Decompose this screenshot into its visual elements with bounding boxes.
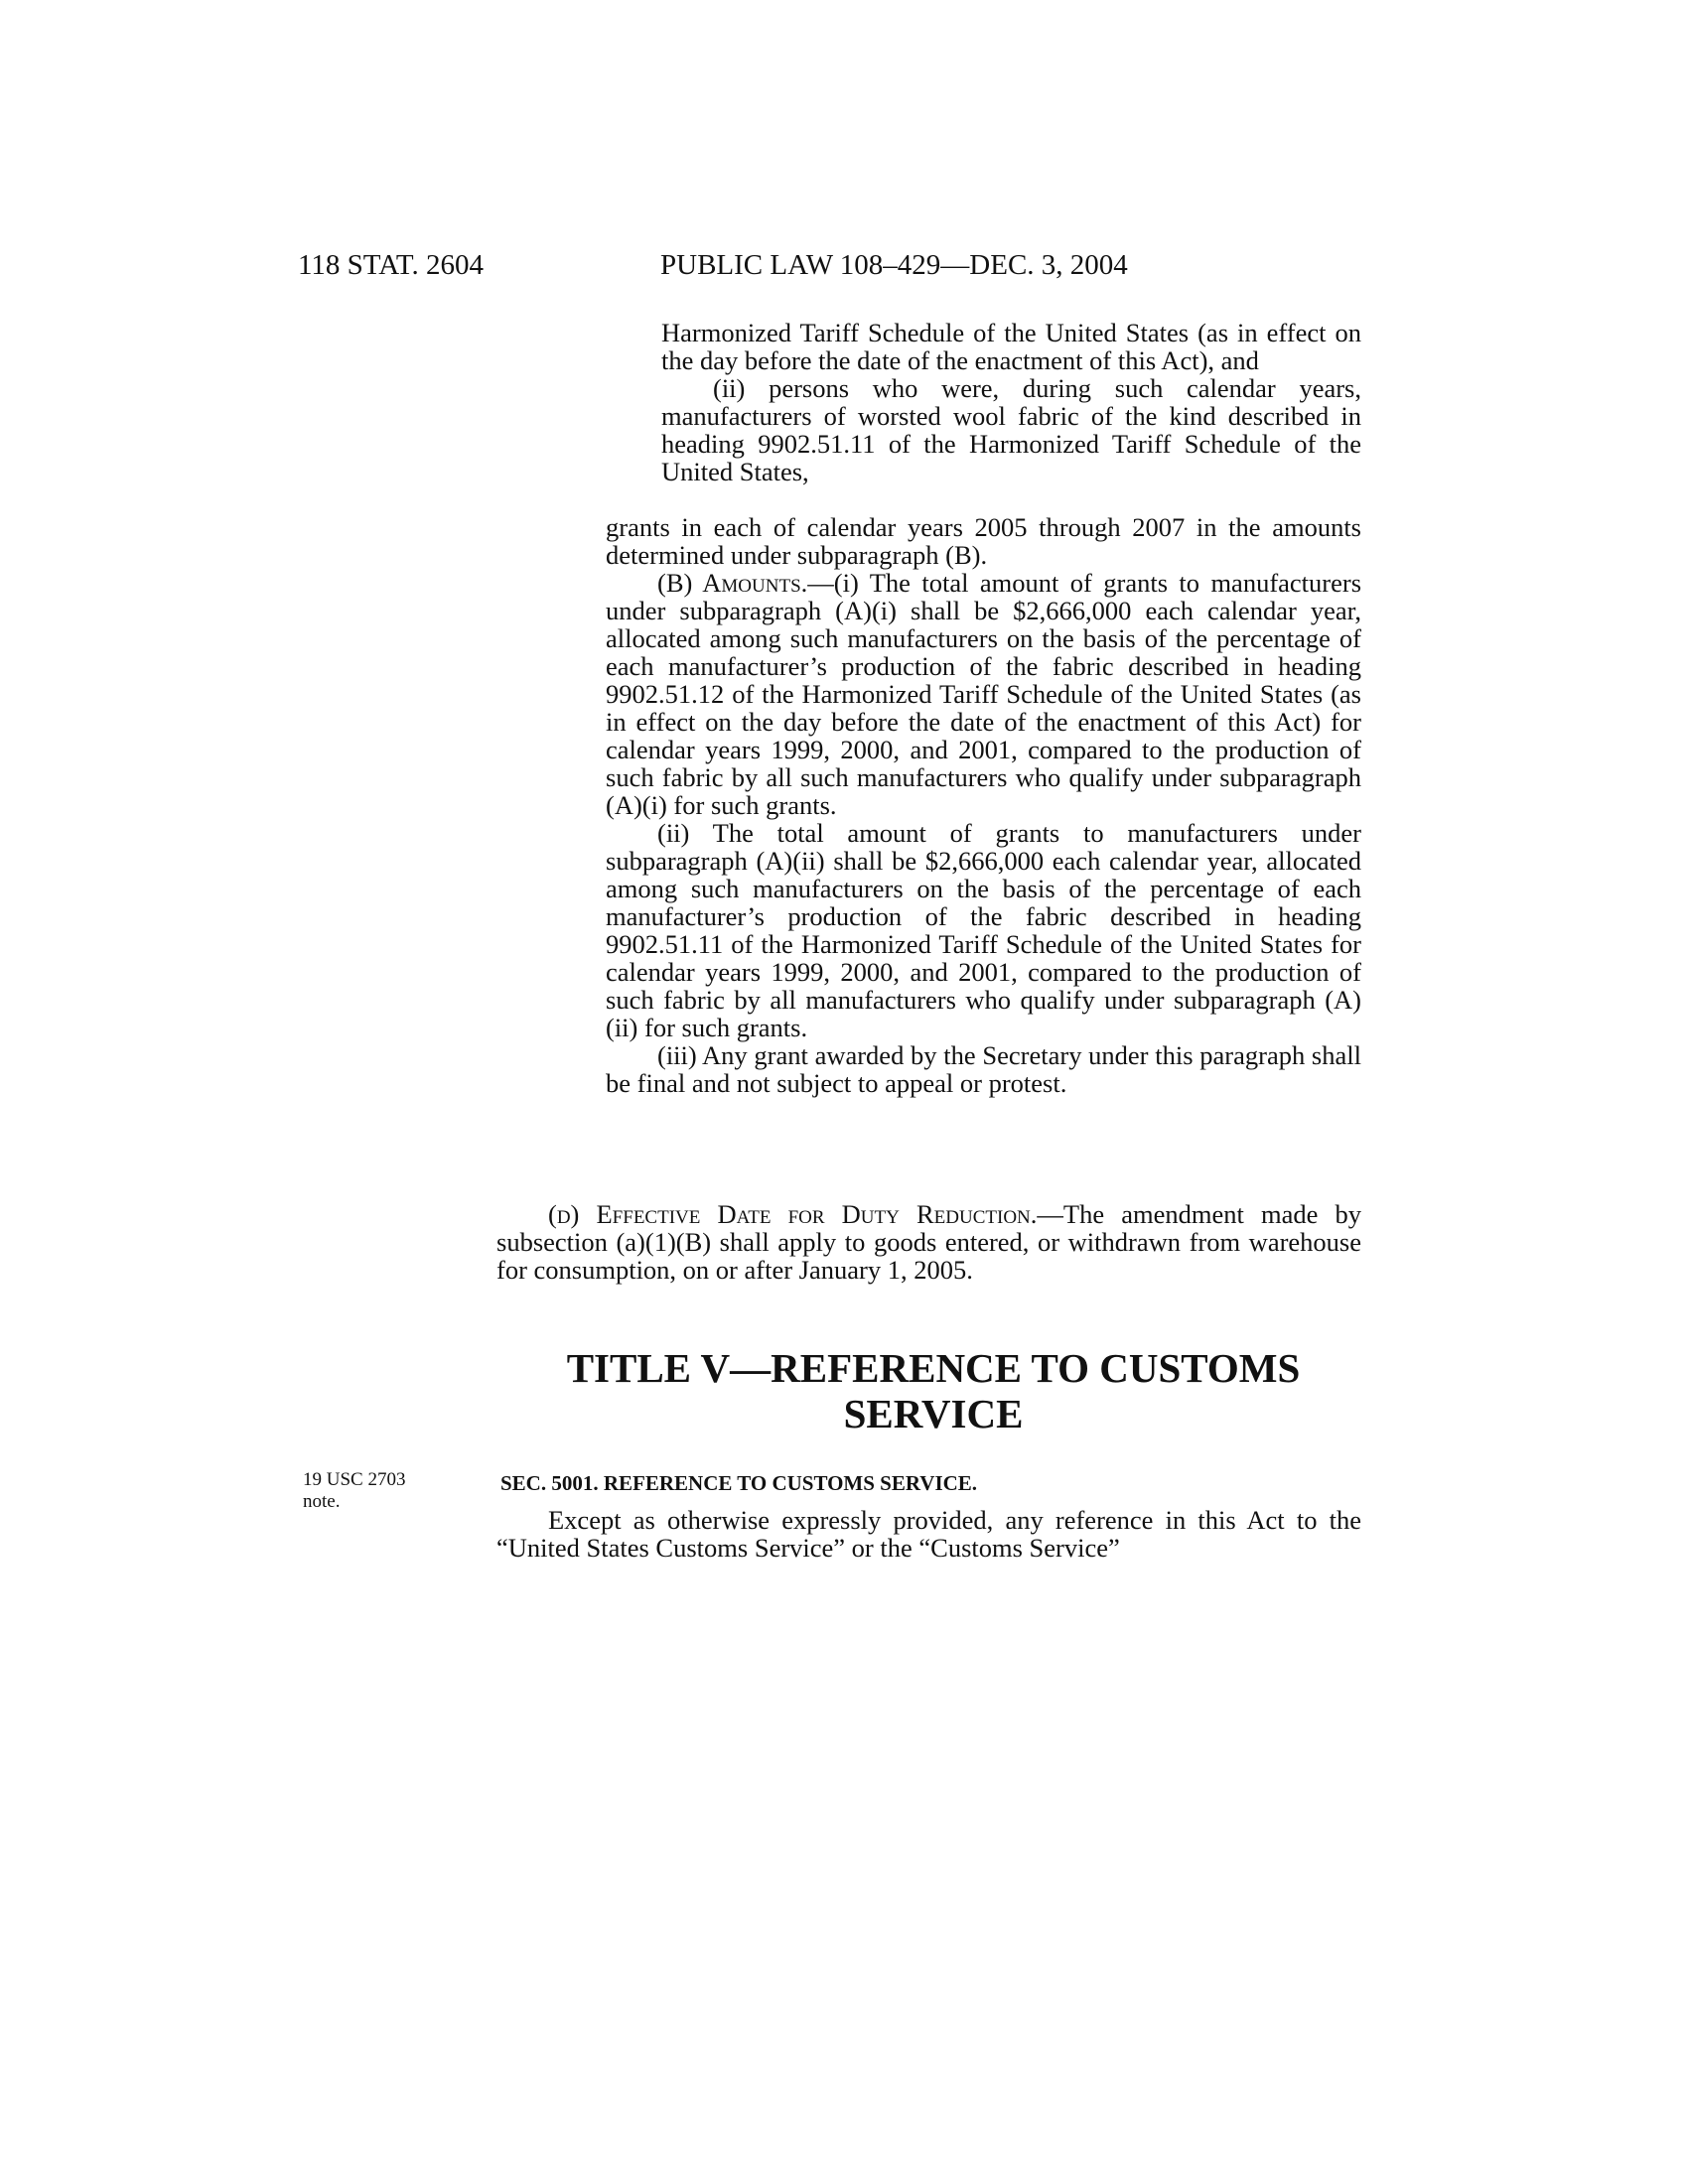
subsection-heading: (d) Effective Date for Duty Reduction. [548, 1199, 1038, 1229]
running-header: PUBLIC LAW 108–429—DEC. 3, 2004 [660, 249, 1128, 281]
paragraph-text: (ii) The total amount of grants to manufacturers under subparagraph (A)(ii) shall be $2,666,000 each calendar year, allocated among such manufacturers on the basis of the percentage of each manufacturer’s production of the fabric described in heading 9902.51.11 of the Harmonized Tariff Schedule of the United States for calendar years 1999, 2000, and 2001, compared to the production of such fabric by all manufacturers who qualify under subparagraph (A)(ii) for such grants. [606, 818, 1361, 1042]
paragraph-text: Harmonized Tariff Schedule of the United States (as in effect on the day before the date of the enactment of this Act), and [661, 318, 1361, 375]
paragraph-text: Except as otherwise expressly provided, any reference in this Act to the “United States Customs Service” or the “Customs Service” [496, 1505, 1361, 1563]
paragraph-text: —(i) The total amount of grants to manufacturers under subparagraph (A)(i) shall be $2,666,000 each calendar year, allocated among such manufacturers on the basis of the percentage of each manufacturer’s production of the fabric described in heading 9902.51.12 of the Harmonized Tariff Schedule of the United States (as in effect on the day before the date of the enactment of this Act) for calendar years 1999, 2000, and 2001, compared to the production of such fabric by all such manufacturers who qualify under subparagraph (A)(i) for such grants. [606, 568, 1362, 820]
subparagraph-block [606, 513, 1361, 1097]
subparagraph-heading: (B) Amounts. [657, 568, 808, 598]
margin-note-line: 19 USC 2703 [303, 1469, 406, 1490]
margin-note-line: note. [303, 1491, 341, 1512]
section-heading: SEC. 5001. REFERENCE TO CUSTOMS SERVICE. [500, 1471, 978, 1495]
title-line: TITLE V—REFERENCE TO CUSTOMS [566, 1345, 1301, 1391]
subparagraph-b-amounts [606, 569, 1361, 819]
title-line: SERVICE [843, 1391, 1024, 1436]
paragraph-text: grants in each of calendar years 2005 through 2007 in the amounts determined under subparagraph (B). [606, 512, 1361, 570]
margin-note [303, 1469, 405, 1513]
section-5001-body [496, 1506, 1361, 1562]
clause-i-continuation [661, 319, 1361, 485]
title-heading [496, 1345, 1370, 1436]
paragraph-text: (ii) persons who were, during such calendar years, manufacturers of worsted wool fabric of the kind described in heading 9902.51.11 of the Harmonized Tariff Schedule of the United States, [661, 373, 1361, 486]
paragraph-text: (iii) Any grant awarded by the Secretary under this paragraph shall be final and not subject to appeal or protest. [606, 1040, 1361, 1098]
subsection-d [496, 1200, 1361, 1284]
page-stat-citation: 118 STAT. 2604 [298, 249, 484, 281]
paragraph-text: —The amendment made by subsection (a)(1)(B) shall apply to goods entered, or withdrawn from warehouse for consumption, on or after January 1, 2005. [496, 1199, 1361, 1285]
effective-date-paragraph [496, 1200, 1361, 1284]
